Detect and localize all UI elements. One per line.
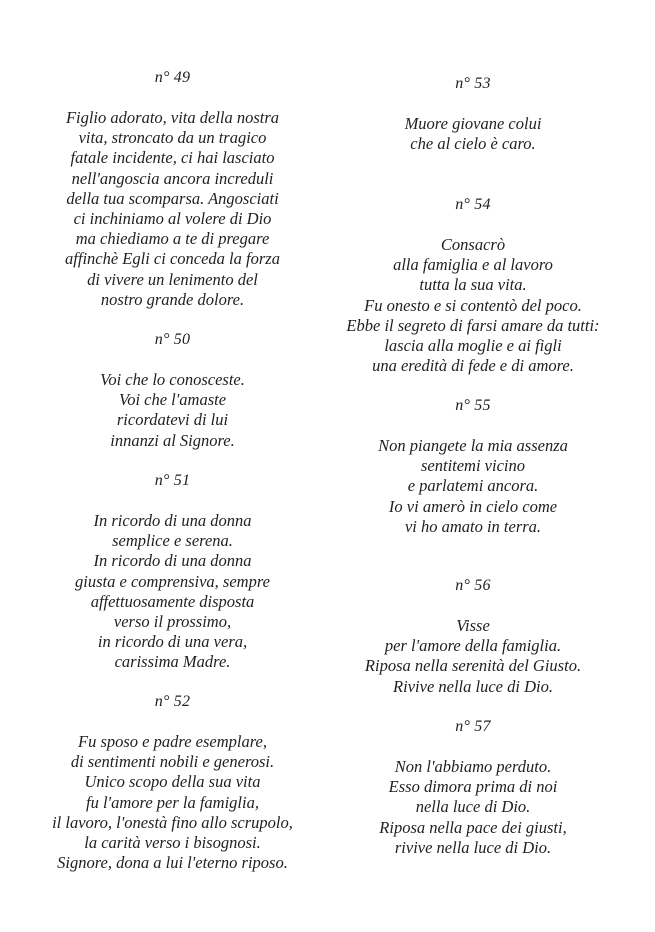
verse-text: In ricordo di una donna semplice e serena. In ricordo di una donna giusta e comprensiva, sempre affettuosamente disposta verso il prossimo, in ricordo di una vera, carissima Madre. bbox=[75, 511, 270, 672]
verse-text: Non piangete la mia assenza sentitemi vicino e parlatemi ancora. Io vi amerò in cielo come vi ho amato in terra. bbox=[378, 436, 568, 536]
verse-text: Figlio adorato, vita della nostra vita, stroncato da un tragico fatale incidente, ci hai lasciato nell'angoscia ancora increduli della tua scomparsa. Angosciati ci inchiniamo al volere di Dio ma chiediamo a te di pregare affinchè Egli ci conceda la forza di vivere un lenimento del nostro grande dolore. bbox=[65, 108, 280, 309]
verse-number: n° 55 bbox=[455, 397, 491, 414]
verse-number: n° 50 bbox=[154, 331, 191, 348]
verse-50 bbox=[20, 330, 325, 451]
verse-number: n° 53 bbox=[455, 75, 491, 92]
verse-number: n° 54 bbox=[455, 196, 491, 213]
verse-number: n° 57 bbox=[455, 718, 491, 735]
verse-51 bbox=[20, 471, 325, 673]
verse-text: Non l'abbiamo perduto. Esso dimora prima di noi nella luce di Dio. Riposa nella pace dei giusti, rivive nella luce di Dio. bbox=[379, 757, 567, 857]
verse-number: n° 56 bbox=[455, 577, 491, 594]
verse-54 bbox=[318, 195, 628, 376]
verse-55 bbox=[318, 396, 628, 537]
verse-text: Voi che lo conosceste. Voi che l'amaste ricordatevi di lui innanzi al Signore. bbox=[100, 370, 245, 450]
verse-text: Muore giovane colui che al cielo è caro. bbox=[404, 114, 542, 154]
verse-number: n° 49 bbox=[154, 69, 191, 86]
verse-56 bbox=[318, 576, 628, 697]
verse-text: Consacrò alla famiglia e al lavoro tutta la sua vita. Fu onesto e si contentò del poco. Ebbe il segreto di farsi amare da tutti: lascia alla moglie e ai figli una eredità di fede e di amore. bbox=[346, 235, 600, 376]
verse-text: Fu sposo e padre esemplare, di sentimenti nobili e generosi. Unico scopo della sua vita fu l'amore per la famiglia, il lavoro, l'onestà fino allo scrupolo, la carità verso i bisognosi. Signore, dona a lui l'eterno riposo. bbox=[52, 732, 293, 873]
verse-53 bbox=[318, 74, 628, 154]
verse-57 bbox=[318, 717, 628, 858]
verse-52 bbox=[20, 692, 325, 873]
verse-49 bbox=[20, 68, 325, 310]
verse-text: Visse per l'amore della famiglia. Riposa nella serenità del Giusto. Rivive nella luce di Dio. bbox=[364, 616, 582, 696]
verse-number: n° 51 bbox=[154, 472, 191, 489]
verse-number: n° 52 bbox=[154, 693, 191, 710]
